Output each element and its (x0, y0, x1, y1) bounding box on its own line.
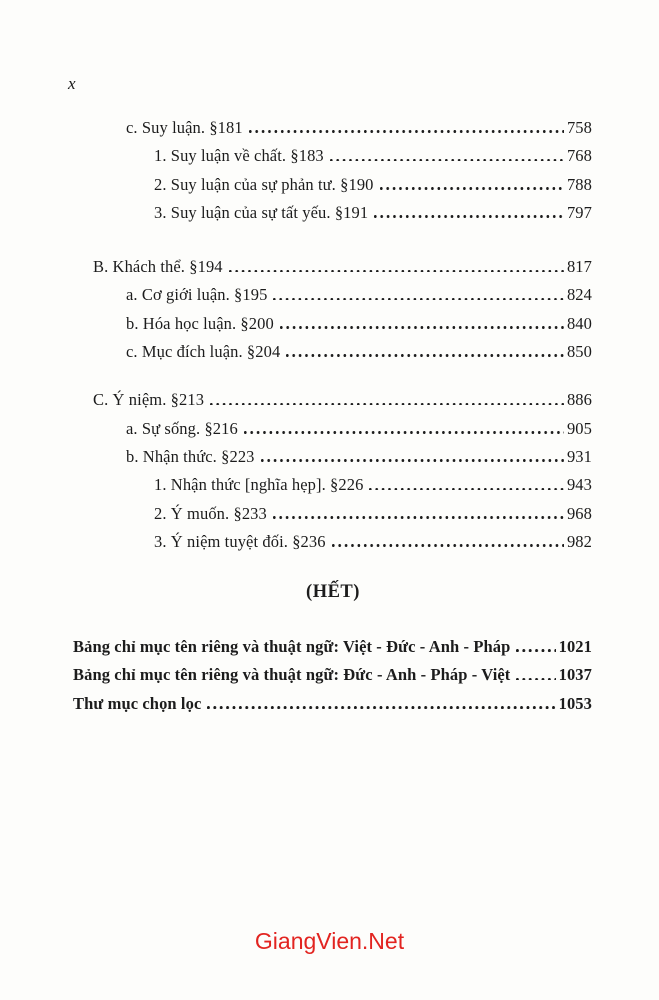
toc-entry-label: Bảng chỉ mục tên riêng và thuật ngữ: Đức - Anh - Pháp - Việt (73, 665, 511, 685)
toc-entry-label: 3. Ý niệm tuyệt đối. §236 (154, 531, 326, 551)
toc-entry-label: b. Nhận thức. §223 (126, 446, 255, 466)
dot-leader (244, 431, 564, 434)
toc-entry-page: 788 (566, 174, 592, 194)
toc-entry (74, 142, 592, 170)
toc-entry-label: 1. Nhận thức [nghĩa hẹp]. §226 (154, 475, 364, 495)
table-of-contents (74, 114, 592, 556)
toc-entry-label: Bảng chỉ mục tên riêng và thuật ngữ: Việt - Đức - Anh - Pháp (73, 637, 511, 656)
dot-leader (261, 459, 564, 462)
toc-entry (74, 528, 592, 556)
toc-entry (74, 386, 592, 414)
toc-entry-label: 1. Suy luận về chất. §183 (154, 146, 324, 166)
toc-entry-page: 1021 (558, 637, 592, 656)
toc-group (74, 114, 592, 227)
dot-leader (369, 488, 564, 491)
back-matter-index (73, 633, 592, 718)
toc-entry-label: c. Mục đích luận. §204 (126, 342, 281, 362)
toc-entry-page: 982 (566, 531, 592, 551)
toc-entry-label: 2. Suy luận của sự phản tư. §190 (154, 174, 374, 194)
dot-leader (330, 159, 564, 162)
toc-entry (74, 281, 592, 309)
toc-entry (74, 415, 592, 443)
dot-leader (273, 298, 563, 301)
end-marker: (HẾT) (306, 582, 360, 602)
toc-entry-label: C. Ý niệm. §213 (93, 390, 205, 410)
toc-entry (74, 114, 592, 142)
toc-entry-label: a. Cơ giới luận. §195 (126, 285, 268, 305)
folio-page-number: x (68, 74, 76, 93)
dot-leader (380, 187, 564, 190)
toc-entry-page: 968 (566, 503, 592, 523)
toc-entry-page: 824 (566, 285, 592, 305)
toc-entry (73, 661, 592, 689)
toc-entry (74, 199, 592, 227)
toc-entry-label: Thư mục chọn lọc (73, 693, 202, 713)
toc-entry (74, 310, 592, 338)
dot-leader (374, 215, 564, 218)
toc-entry-label: B. Khách thể. §194 (93, 257, 223, 277)
toc-entry-page: 905 (566, 418, 592, 438)
dot-leader (207, 706, 555, 709)
toc-entry-label: a. Sự sống. §216 (126, 418, 238, 438)
toc-entry-page: 943 (566, 475, 592, 495)
toc-entry-page: 768 (566, 146, 592, 166)
dot-leader (280, 326, 564, 329)
toc-entry-page: 840 (566, 313, 592, 333)
dot-leader (516, 649, 555, 652)
toc-entry (74, 471, 592, 499)
toc-group (74, 253, 592, 366)
toc-group (74, 386, 592, 556)
dot-leader (229, 270, 564, 273)
toc-entry-label: 2. Ý muốn. §233 (154, 503, 267, 523)
toc-entry (73, 633, 592, 661)
toc-entry (74, 171, 592, 199)
toc-entry-label: 3. Suy luận của sự tất yếu. §191 (154, 202, 369, 222)
toc-entry-page: 886 (566, 390, 592, 410)
toc-entry-label: b. Hóa học luận. §200 (126, 313, 274, 333)
toc-entry-page: 850 (566, 342, 592, 362)
toc-entry-page: 797 (566, 202, 592, 222)
toc-entry-page: 758 (566, 118, 592, 137)
dot-leader (210, 403, 564, 406)
toc-entry (73, 690, 592, 718)
toc-entry-page: 931 (566, 446, 592, 466)
toc-entry (74, 338, 592, 366)
toc-entry (74, 253, 592, 281)
dot-leader (286, 354, 564, 357)
dot-leader (332, 544, 564, 547)
toc-entry-page: 1053 (558, 693, 592, 713)
toc-entry (74, 500, 592, 528)
dot-leader (273, 516, 564, 519)
dot-leader (516, 678, 555, 681)
toc-entry-page: 817 (566, 257, 592, 277)
toc-entry (74, 443, 592, 471)
toc-entry-page: 1037 (558, 665, 592, 685)
toc-entry-label: c. Suy luận. §181 (126, 118, 243, 137)
dot-leader (249, 130, 564, 133)
watermark: GiangVien.Net (254, 928, 405, 954)
